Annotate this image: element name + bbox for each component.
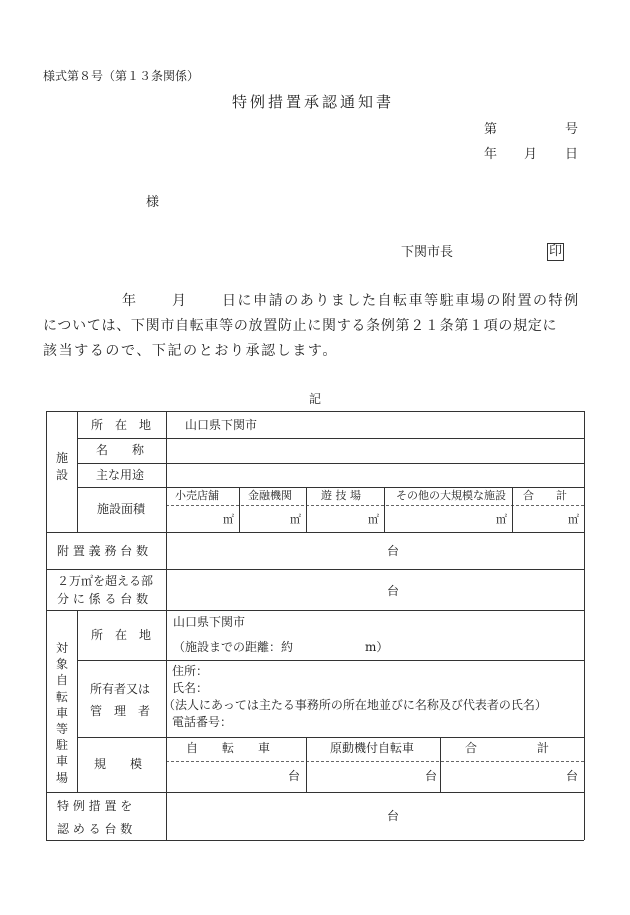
area-unit-amusement: ㎡ <box>368 513 379 526</box>
area-unit-other: ㎡ <box>496 513 507 526</box>
para-line-3: 該当するので、下記のとおり承認します。 <box>43 343 338 359</box>
owner-name: 氏名： <box>172 681 209 695</box>
ki-marker: 記 <box>309 392 322 406</box>
area-col-amusement: 遊 技 場 <box>321 489 361 502</box>
area-unit-retail: ㎡ <box>223 513 234 526</box>
scale-unit-bicycle: 台 <box>288 769 301 783</box>
owner-note: （法人にあっては主たる事務所の所在地並びに名称及び代表者の氏名） <box>163 698 547 712</box>
para-year: 年 <box>122 293 136 309</box>
required-count-unit: 台 <box>387 544 400 558</box>
doc-no-prefix: 第 <box>484 122 498 137</box>
document-title: 特例措置承認通知書 <box>232 93 395 111</box>
owner-phone: 電話番号： <box>172 715 233 729</box>
over20k-label-line2: 分 に 係 る 台 数 <box>57 592 149 606</box>
facility-location-label: 所 在 地 <box>91 418 152 432</box>
date-month: 月 <box>524 147 538 162</box>
over20k-unit: 台 <box>387 584 400 598</box>
target-group-label: 対象自転車等駐車場 <box>55 641 68 785</box>
area-unit-total: ㎡ <box>568 513 579 526</box>
date-year: 年 <box>484 147 498 162</box>
area-col-other: その他の大規模な施設 <box>396 489 506 502</box>
scale-unit-moped: 台 <box>425 769 438 783</box>
scale-unit-total: 台 <box>566 769 579 783</box>
addressee-suffix: 様 <box>146 195 160 210</box>
owner-label-line1: 所有者又は <box>90 682 151 696</box>
para-line-1: 日に申請のありました自転車等駐車場の附置の特例 <box>222 293 580 309</box>
special-label-line1: 特 例 措 置 を <box>57 799 133 813</box>
over20k-label-line1: ２万㎡を超える部 <box>57 574 154 588</box>
para-line-2: については、下関市自転車等の放置防止に関する条例第２１条第１項の規定に <box>43 318 558 334</box>
seal-mark: 印 <box>547 243 564 261</box>
target-location-value: 山口県下関市 <box>173 615 246 629</box>
area-col-finance: 金融機関 <box>248 489 292 502</box>
area-unit-finance: ㎡ <box>290 513 301 526</box>
facility-name-label: 名 称 <box>96 443 145 457</box>
facility-group-label: 施設 <box>55 451 68 483</box>
facility-area-label: 施設面積 <box>97 502 146 516</box>
target-location-label: 所 在 地 <box>91 628 152 642</box>
scale-col-bicycle: 自 転 車 <box>186 741 271 755</box>
para-month: 月 <box>172 293 186 309</box>
facility-use-label: 主な用途 <box>96 468 145 482</box>
special-unit: 台 <box>387 809 400 823</box>
scale-label: 規 模 <box>94 757 143 771</box>
facility-location-value: 山口県下関市 <box>185 418 258 432</box>
target-distance: （施設までの距離：約 m） <box>173 640 389 654</box>
scale-col-total: 合 計 <box>465 741 550 755</box>
owner-label-line2: 管 理 者 <box>90 704 151 718</box>
date-day: 日 <box>565 147 579 162</box>
owner-address: 住所： <box>172 664 209 678</box>
special-label-line2: 認 め る 台 数 <box>57 822 133 836</box>
form-number: 様式第８号（第１３条関係） <box>43 69 200 83</box>
scale-col-moped: 原動機付自転車 <box>330 741 415 755</box>
issuer-name: 下関市長 <box>401 245 454 260</box>
doc-no-suffix: 号 <box>565 122 579 137</box>
area-col-retail: 小売店舗 <box>175 489 219 502</box>
area-col-total: 合 計 <box>523 489 567 502</box>
required-count-label: 附 置 義 務 台 数 <box>57 544 149 558</box>
